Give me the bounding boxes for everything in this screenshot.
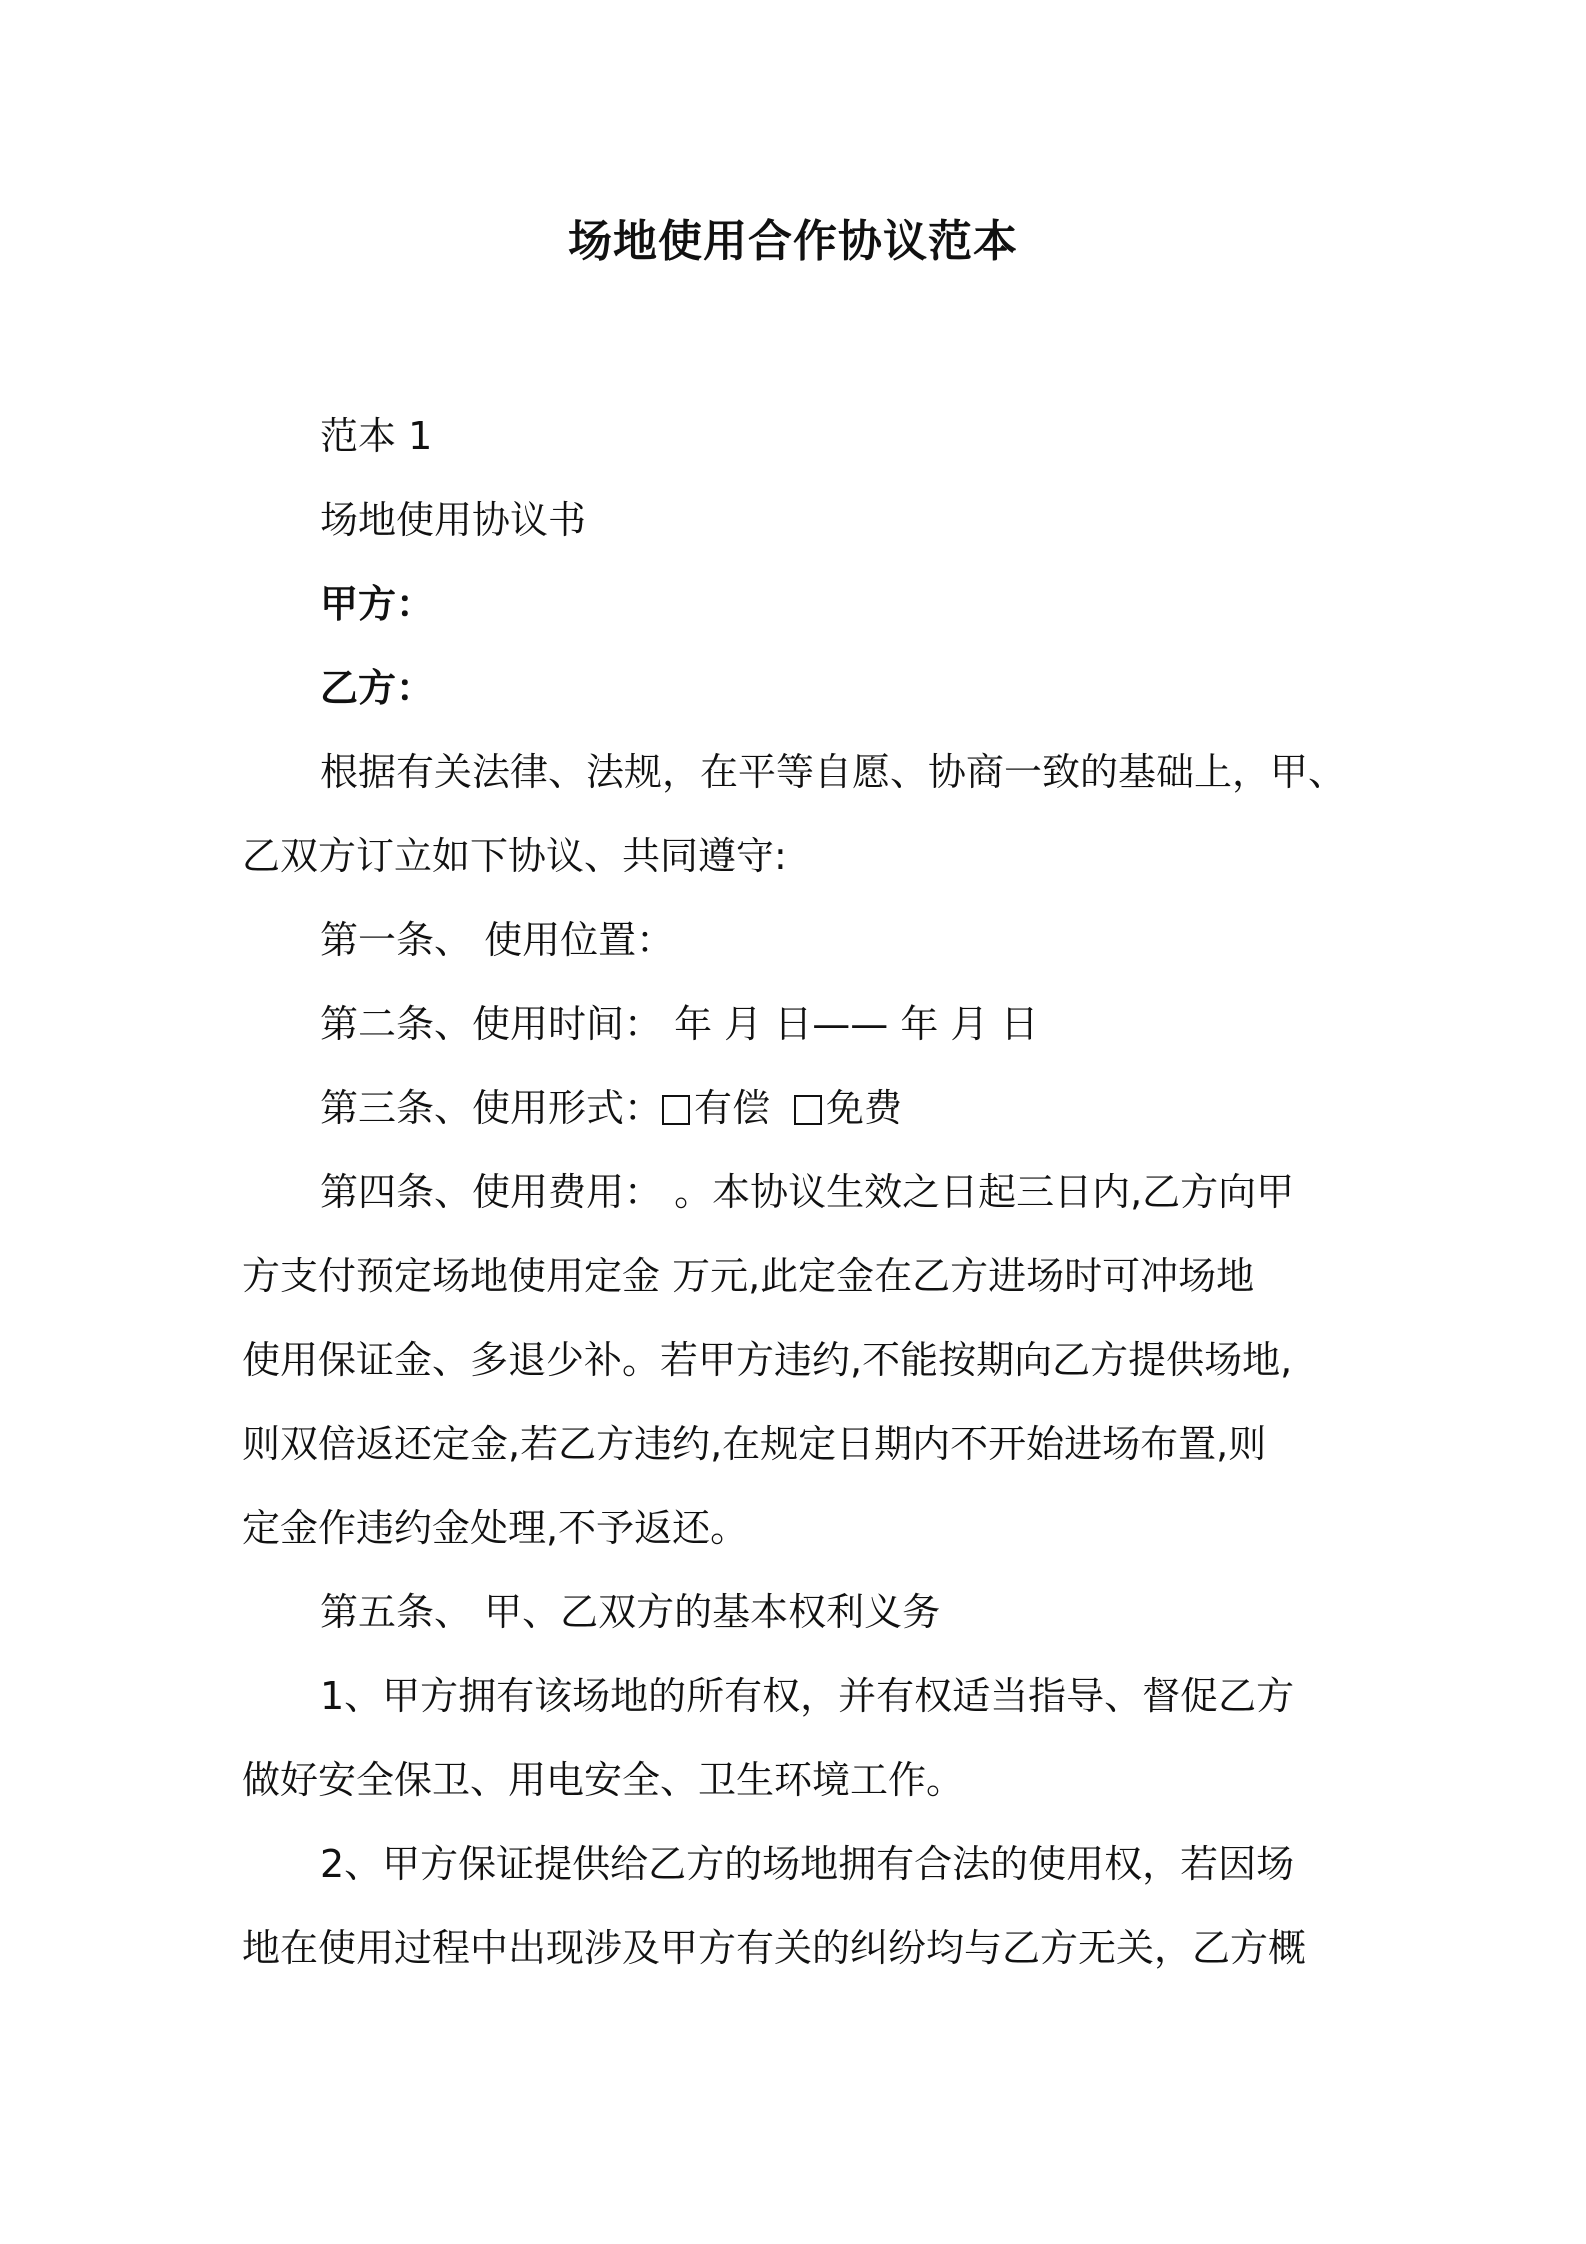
article-4-line-4: 则双倍返还定金,若乙方违约,在规定日期内不开始进场布置,则 bbox=[242, 1422, 1267, 1466]
free-checkbox[interactable] bbox=[794, 1095, 822, 1125]
clause-2-line-1: 2、甲方保证提供给乙方的场地拥有合法的使用权，若因场 bbox=[320, 1842, 1295, 1886]
template-number: 范本 1 bbox=[320, 414, 433, 458]
party-a-label: 甲方： bbox=[320, 582, 435, 626]
preamble-line-1: 根据有关法律、法规，在平等自愿、协商一致的基础上，甲、 bbox=[320, 750, 1347, 794]
article-3 bbox=[320, 1082, 902, 1134]
paid-checkbox[interactable] bbox=[662, 1095, 690, 1125]
preamble-line-2: 乙双方订立如下协议、共同遵守: bbox=[242, 834, 787, 878]
free-option-label: 免费 bbox=[826, 1086, 903, 1130]
article-4-line-1: 第四条、使用费用： 。本协议生效之日起三日内,乙方向甲 bbox=[320, 1170, 1295, 1214]
article-2: 第二条、使用时间： 年 月 日—— 年 月 日 bbox=[320, 1002, 1039, 1046]
article-4-line-2: 方支付预定场地使用定金 万元,此定金在乙方进场时可冲场地 bbox=[242, 1254, 1255, 1298]
article-1: 第一条、 使用位置： bbox=[320, 918, 675, 962]
article-3-label: 第三条、使用形式： bbox=[320, 1086, 663, 1130]
paid-option-label: 有偿 bbox=[694, 1086, 771, 1130]
clause-1-line-2: 做好安全保卫、用电安全、卫生环境工作。 bbox=[242, 1758, 965, 1802]
clause-1-line-1: 1、甲方拥有该场地的所有权，并有权适当指导、督促乙方 bbox=[320, 1674, 1295, 1718]
agreement-name: 场地使用协议书 bbox=[320, 498, 587, 542]
article-4-line-5: 定金作违约金处理,不予返还。 bbox=[242, 1506, 749, 1550]
document-title: 场地使用合作协议范本 bbox=[568, 216, 1018, 267]
article-4-line-3: 使用保证金、多退少补。若甲方违约,不能按期向乙方提供场地, bbox=[242, 1338, 1293, 1382]
article-5: 第五条、 甲、乙双方的基本权利义务 bbox=[320, 1590, 941, 1634]
party-b-label: 乙方： bbox=[320, 666, 435, 710]
clause-2-line-2: 地在使用过程中出现涉及甲方有关的纠纷均与乙方无关，乙方概 bbox=[242, 1926, 1307, 1970]
